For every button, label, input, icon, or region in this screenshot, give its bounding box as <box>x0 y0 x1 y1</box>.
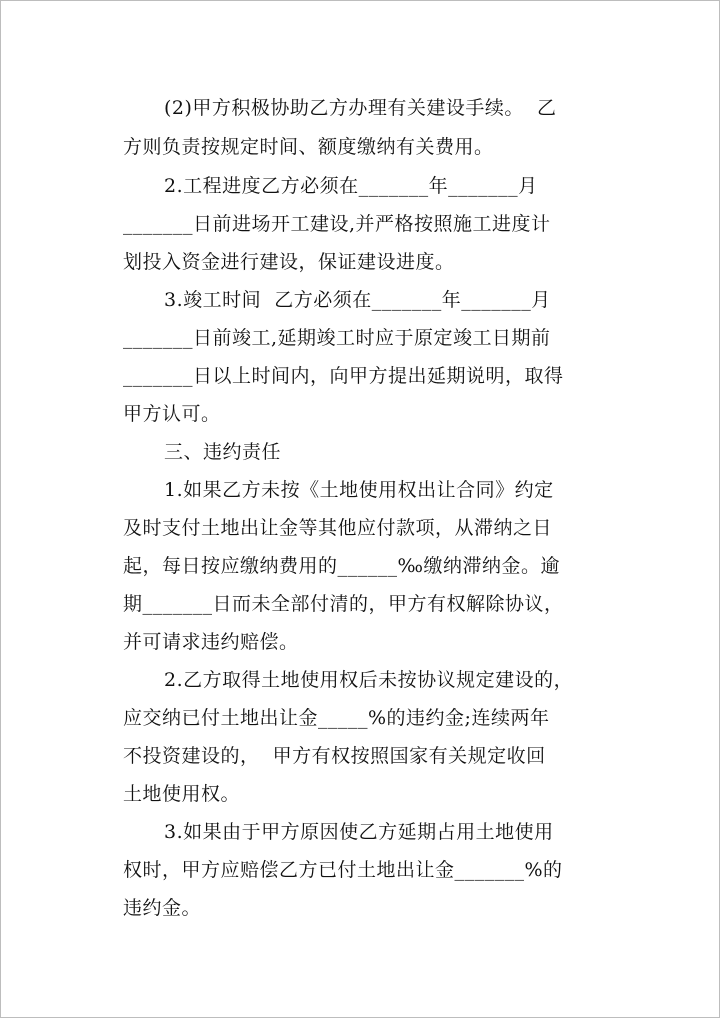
text-line: 违约金。 <box>123 897 202 919</box>
section-heading: 三、违约责任 <box>164 441 282 463</box>
text-line: 3.如果由于甲方原因使乙方延期占用土地使用 <box>164 821 554 843</box>
text-line: 3.竣工时间 乙方必须在_______年_______月 <box>164 289 551 311</box>
text-line: _______日以上时间内，向甲方提出延期说明，取得 <box>123 365 564 387</box>
text-line: (2)甲方积极协助乙方办理有关建设手续。 乙 <box>164 97 557 119</box>
text-line: 期_______日而未全部付清的，甲方有权解除协议， <box>123 593 564 615</box>
text-line: 应交纳已付土地出让金_____%的违约金;连续两年 <box>123 707 550 729</box>
text-line: 不投资建设的， 甲方有权按照国家有关规定收回 <box>123 745 546 767</box>
text-line: 甲方认可。 <box>123 403 221 425</box>
text-line: _______日前竣工,延期竣工时应于原定竣工日期前 <box>123 327 551 349</box>
text-line: 2.工程进度乙方必须在_______年_______月 <box>164 175 538 197</box>
text-line: 2.乙方取得土地使用权后未按协议规定建设的， <box>164 669 574 691</box>
text-line: 及时支付土地出让金等其他应付款项，从滞纳之日 <box>123 517 553 539</box>
text-line: 1.如果乙方未按《土地使用权出让合同》约定 <box>164 479 554 501</box>
text-line: 权时，甲方应赔偿乙方已付土地出让金_______%的 <box>123 859 563 881</box>
text-line: 起，每日按应缴纳费用的______‰缴纳滞纳金。逾 <box>123 555 560 577</box>
text-line: 并可请求违约赔偿。 <box>123 631 299 653</box>
text-line: 土地使用权。 <box>123 783 241 805</box>
text-line: _______日前进场开工建设,并严格按照施工进度计 <box>123 213 551 235</box>
text-line: 方则负责按规定时间、额度缴纳有关费用。 <box>123 136 494 158</box>
text-line: 划投入资金进行建设，保证建设进度。 <box>123 251 455 273</box>
